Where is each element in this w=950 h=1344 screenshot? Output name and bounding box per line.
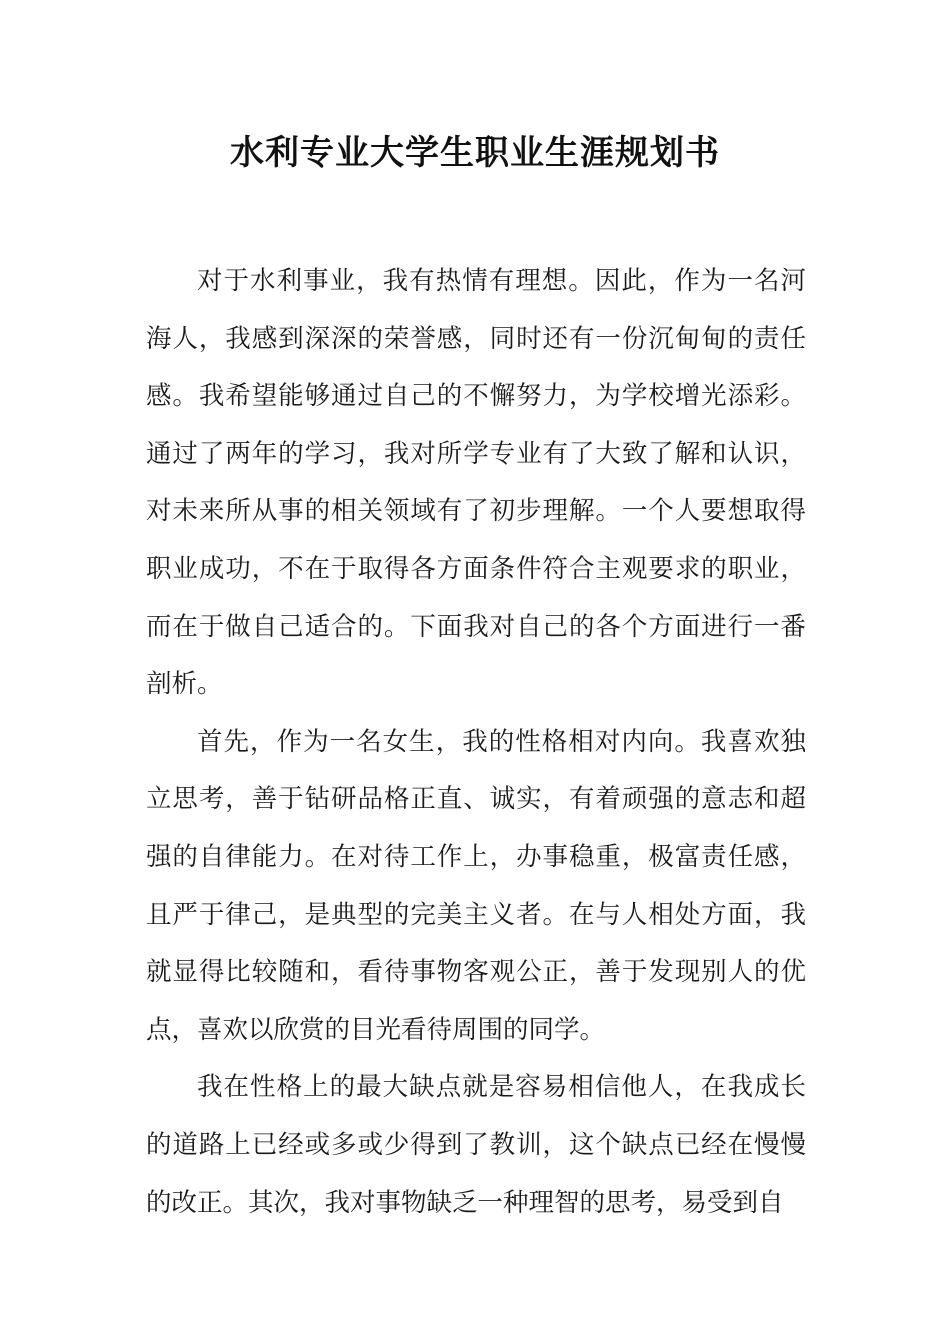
document-title: 水利专业大学生职业生涯规划书 <box>230 133 720 173</box>
paragraph-intro: 对于水利事业，我有热情有理想。因此，作为一名河海人，我感到深深的荣誉感，同时还有一份沉甸甸的责任感。我希望能够通过自己的不懈努力，为学校增光添彩。通过了两年的学习，我对所学专业有了大致了解和认识，对未来所从事的相关领域有了初步理解。一个人要想取得职业成功，不在于取得各方面条件符合主观要求的职业，而在于做自己适合的。下面我对自己的各个方面进行一番剖析。 <box>146 266 806 700</box>
paragraph-personality: 首先，作为一名女生，我的性格相对内向。我喜欢独立思考，善于钻研品格正直、诚实，有着顽强的意志和超强的自律能力。在对待工作上，办事稳重，极富责任感，且严于律己，是典型的完美主义者。在与人相处方面，我就显得比较随和，看待事物客观公正，善于发现别人的优点，喜欢以欣赏的目光看待周围的同学。 <box>146 726 806 1045</box>
paragraph-shortcomings: 我在性格上的最大缺点就是容易相信他人，在我成长的道路上已经或多或少得到了教训，这个缺点已经在慢慢的改正。其次，我对事物缺乏一种理智的思考，易受到自 <box>146 1072 806 1218</box>
document-body <box>146 253 806 1232</box>
